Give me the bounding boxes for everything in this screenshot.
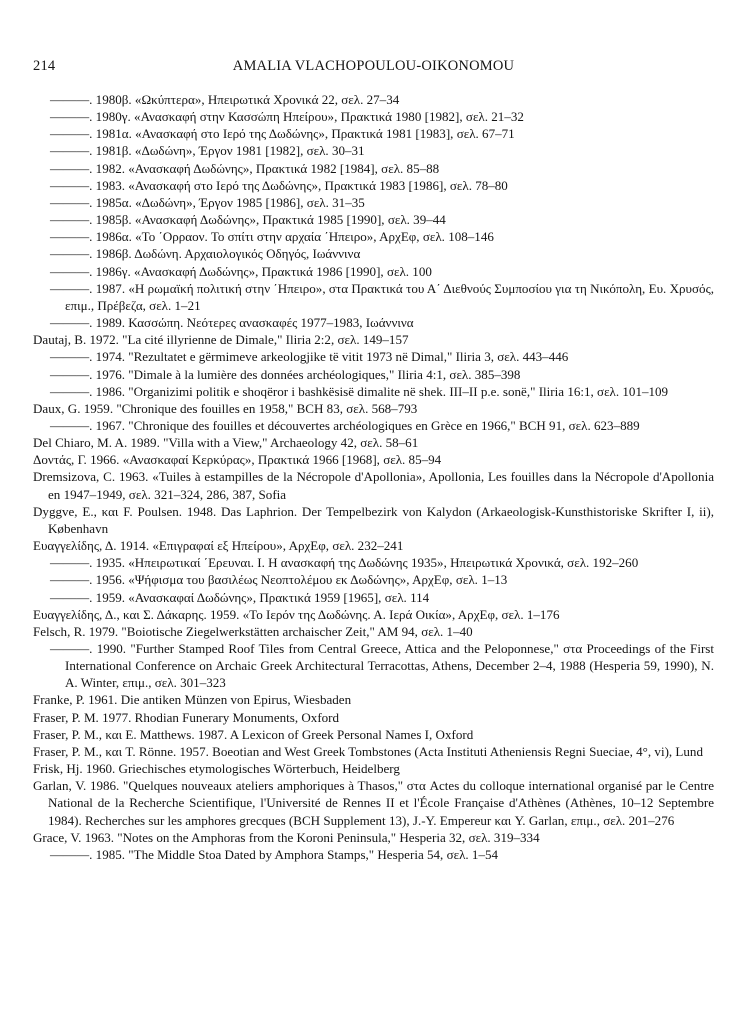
bibliography-entry: Ευαγγελίδης, Δ., και Σ. Δάκαρης. 1959. «Το Ιερόν της Δωδώνης. Α. Ιερά Οικία», ΑρχΕφ, σελ. 1–176 — [33, 606, 560, 622]
bibliography-entry: Del Chiaro, M. A. 1989. "Villa with a View," Archaeology 42, σελ. 58–61 — [33, 435, 419, 451]
bibliography-entry: ———. 1983. «Ανασκαφή στο Ιερό της Δωδώνης», Πρακτικά 1983 [1986], σελ. 78–80 — [50, 177, 508, 193]
bibliography-entry: ———. 1981β. «Δωδώνη», Έργον 1981 [1982], σελ. 30–31 — [50, 143, 365, 159]
bibliography-entry: ———. 1981α. «Ανασκαφή στο Ιερό της Δωδώνης», Πρακτικά 1981 [1983], σελ. 67–71 — [50, 126, 515, 142]
bibliography-entry: ———. 1986β. Δωδώνη. Αρχαιολογικός Οδηγός, Ιωάννινα — [50, 246, 361, 262]
bibliography-entry: ———. 1989. Κασσώπη. Νεότερες ανασκαφές 1977–1983, Ιωάννινα — [50, 315, 414, 331]
bibliography-entry: Ευαγγελίδης, Δ. 1914. «Επιγραφαί εξ Ηπείρου», ΑρχΕφ, σελ. 232–241 — [33, 538, 404, 554]
bibliography-entry: ———. 1985β. «Ανασκαφή Δωδώνης», Πρακτικά 1985 [1990], σελ. 39–44 — [50, 212, 446, 228]
bibliography-entry: ———. 1987. «Η ρωμαϊκή πολιτική στην ΄Ηπειρο», στα Πρακτικά του Α΄ Διεθνούς Συμποσίου για τη Νικόπολη, Ευ. Χρυσός, επιμ., Πρέβεζα, σελ. 1–21 — [50, 280, 714, 313]
bibliography-entry: ———. 1986γ. «Ανασκαφή Δωδώνης», Πρακτικά 1986 [1990], σελ. 100 — [50, 263, 432, 279]
bibliography-entry: Dautaj, B. 1972. "La cité illyrienne de Dimale," Iliria 2:2, σελ. 149–157 — [33, 332, 409, 348]
page-number: 214 — [33, 58, 56, 74]
bibliography-entry: Fraser, P. M., και T. Rönne. 1957. Boeotian and West Greek Tombstones (Acta Instituti Atheniensis Regni Sueciae, 4°, vi), Lund — [33, 743, 703, 759]
bibliography-entry: ———. 1980γ. «Ανασκαφή στην Κασσώπη Ηπείρου», Πρακτικά 1980 [1982], σελ. 21–32 — [50, 109, 524, 125]
bibliography-entry: ———. 1956. «Ψήφισμα του βασιλέως Νεοπτολέμου εκ Δωδώνης», ΑρχΕφ, σελ. 1–13 — [50, 572, 508, 588]
bibliography-entry: Grace, V. 1963. "Notes on the Amphoras from the Koroni Peninsula," Hesperia 32, σελ. 319–334 — [33, 829, 540, 845]
bibliography-entry: ———. 1986α. «Το ΄Ορραον. Το σπίτι στην αρχαία ΄Ηπειρο», ΑρχΕφ, σελ. 108–146 — [50, 229, 494, 245]
bibliography-entry: Dremsizova, C. 1963. «Tuiles à estampilles de la Nécropole d'Apollonia», Apollonia, Les fouilles dans la Nécropole d'Apollonia en 1947–1949, σελ. 321–324, 286, 387, Sofia — [33, 469, 714, 502]
bibliography-entry: Dyggve, E., και F. Poulsen. 1948. Das Laphrion. Der Tempelbezirk von Kalydon (Arkaeologisk-Kunsthistoriske Skrifter I, ii), København — [33, 503, 714, 536]
bibliography-entry: ———. 1959. «Ανασκαφαί Δωδώνης», Πρακτικά 1959 [1965], σελ. 114 — [50, 589, 430, 605]
bibliography-entry: ———. 1982. «Ανασκαφή Δωδώνης», Πρακτικά 1982 [1984], σελ. 85–88 — [50, 160, 440, 176]
bibliography-entry: ———. 1980β. «Ωκύπτερα», Ηπειρωτικά Χρονικά 22, σελ. 27–34 — [50, 92, 400, 107]
bibliography-entry: ———. 1985α. «Δωδώνη», Έργον 1985 [1986], σελ. 31–35 — [50, 194, 365, 210]
bibliography-entry: Felsch, R. 1979. "Boiotische Ziegelwerkstätten archaischer Zeit," AM 94, σελ. 1–40 — [33, 623, 473, 639]
bibliography-entry: Daux, G. 1959. "Chronique des fouilles en 1958," BCH 83, σελ. 568–793 — [33, 400, 418, 416]
page-header — [33, 58, 714, 78]
bibliography-entry: ———. 1986. "Organizimi politik e shoqëror i bashkësisë dimalite në shek. III–II p.e. sonë," Iliria 16:1, σελ. 101–109 — [50, 383, 669, 399]
bibliography-list — [33, 91, 714, 863]
bibliography-entry: Fraser, P. M., και E. Matthews. 1987. A Lexicon of Greek Personal Names I, Oxford — [33, 726, 474, 742]
bibliography-entry: ———. 1974. "Rezultatet e gërmimeve arkeologjike të vitit 1973 në Dimal," Iliria 3, σελ. 443–446 — [50, 349, 569, 365]
running-head: AMALIA VLACHOPOULOU-OIKONOMOU — [232, 58, 515, 74]
bibliography-entry: Garlan, V. 1986. "Quelques nouveaux ateliers amphoriques à Thasos," στα Actes du colloque international organisé par le Centre National de la Recherche Scientifique, l'Université de Rennes II et l'École Française d'Athènes (Athènes, 10–12 Septembre 1984). Recherches sur les amphores grecques (BCH Supplement 13), J.-Y. Empereur και Y. Garlan, επιμ., σελ. 201–276 — [33, 778, 714, 828]
bibliography-entry: ———. 1985. "The Middle Stoa Dated by Amphora Stamps," Hesperia 54, σελ. 1–54 — [50, 846, 499, 862]
bibliography-entry: ———. 1967. "Chronique des fouilles et découvertes archéologiques en Grèce en 1966," BCH 91, σελ. 623–889 — [50, 417, 640, 433]
bibliography-entry: ———. 1935. «Ηπειρωτικαί ΄Ερευναι. Ι. Η ανασκαφή της Δωδώνης 1935», Ηπειρωτικά Χρονικά, σελ. 192–260 — [50, 555, 639, 571]
bibliography-entry: Frisk, Hj. 1960. Griechisches etymologisches Wörterbuch, Heidelberg — [33, 761, 400, 777]
bibliography-entry: ———. 1976. "Dimale à la lumière des données archéologiques," Iliria 4:1, σελ. 385–398 — [50, 366, 521, 382]
bibliography-entry: Fraser, P. M. 1977. Rhodian Funerary Monuments, Oxford — [33, 709, 340, 725]
bibliography-entry: ———. 1990. "Further Stamped Roof Tiles from Central Greece, Attica and the Peloponnese," στα Proceedings of the First International Conference on Archaic Greek Architectural Terracottas, Athens, December 2–4, 1988 (Hesperia 59, 1990), N. A. Winter, επιμ., σελ. 301–323 — [50, 641, 714, 691]
bibliography-entry: Δοντάς, Γ. 1966. «Ανασκαφαί Κερκύρας», Πρακτικά 1966 [1968], σελ. 85–94 — [33, 452, 442, 468]
bibliography-entry: Franke, P. 1961. Die antiken Münzen von Epirus, Wiesbaden — [33, 692, 352, 708]
